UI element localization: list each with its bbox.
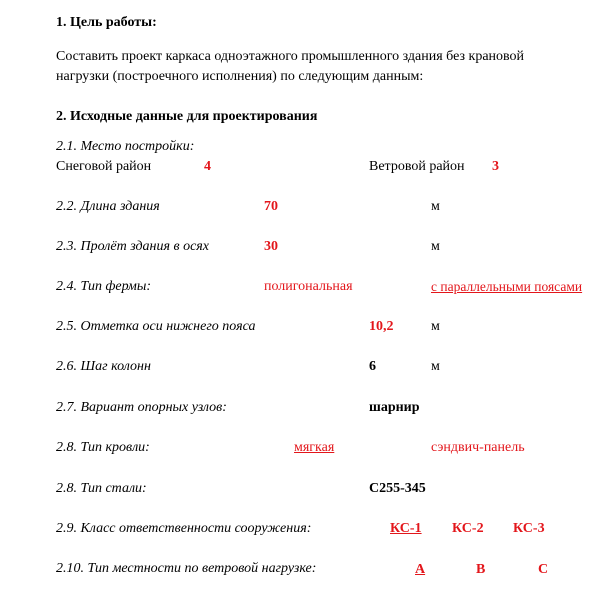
column-step-value: 6 bbox=[369, 359, 376, 374]
place-label: 2.1. Место постройки: bbox=[56, 139, 195, 154]
goal-paragraph-line-1: Составить проект каркаса одноэтажного промышленного здания без крановой bbox=[56, 49, 525, 64]
length-label: 2.2. Длина здания bbox=[56, 199, 160, 214]
terrain-option-a: А bbox=[415, 562, 426, 577]
span-label: 2.3. Пролёт здания в осях bbox=[56, 239, 210, 254]
responsibility-label: 2.9. Класс ответственности сооружения: bbox=[56, 521, 312, 536]
steel-value: С255-345 bbox=[369, 481, 426, 496]
span-unit: м bbox=[431, 239, 440, 254]
support-value: шарнир bbox=[369, 400, 420, 415]
column-step-label: 2.6. Шаг колонн bbox=[56, 359, 151, 374]
roof-label: 2.8. Тип кровли: bbox=[56, 440, 150, 455]
wind-region-value: 3 bbox=[492, 159, 499, 174]
support-label: 2.7. Вариант опорных узлов: bbox=[56, 400, 227, 415]
truss-label: 2.4. Тип фермы: bbox=[56, 279, 151, 294]
snow-region-label: Снеговой район bbox=[56, 159, 152, 174]
terrain-label: 2.10. Тип местности по ветровой нагрузке: bbox=[56, 561, 317, 576]
terrain-option-c: С bbox=[538, 562, 549, 577]
section2-heading: 2. Исходные данные для проектирования bbox=[56, 109, 318, 124]
section1-heading: 1. Цель работы: bbox=[56, 15, 157, 30]
roof-option-soft: мягкая bbox=[294, 440, 335, 455]
roof-option-sandwich: сэндвич-панель bbox=[431, 440, 525, 455]
span-value: 30 bbox=[264, 239, 278, 254]
snow-region-value: 4 bbox=[204, 159, 211, 174]
responsibility-option-ks1: КС-1 bbox=[390, 521, 422, 536]
truss-option-polygonal: полигональная bbox=[264, 279, 353, 294]
column-step-unit: м bbox=[431, 359, 440, 374]
bottom-chord-unit: м bbox=[431, 319, 440, 334]
bottom-chord-value: 10,2 bbox=[369, 319, 394, 334]
bottom-chord-label: 2.5. Отметка оси нижнего пояса bbox=[56, 319, 256, 334]
terrain-option-b: В bbox=[476, 562, 486, 577]
truss-option-parallel: с параллельными поясами bbox=[431, 279, 583, 294]
responsibility-option-ks3: КС-3 bbox=[513, 521, 545, 536]
goal-paragraph-line-2: нагрузки (построечного исполнения) по следующим данным: bbox=[56, 69, 424, 84]
length-unit: м bbox=[431, 199, 440, 214]
wind-region-label: Ветровой район bbox=[369, 159, 465, 174]
responsibility-option-ks2: КС-2 bbox=[452, 521, 484, 536]
length-value: 70 bbox=[264, 199, 278, 214]
steel-label: 2.8. Тип стали: bbox=[56, 481, 147, 496]
